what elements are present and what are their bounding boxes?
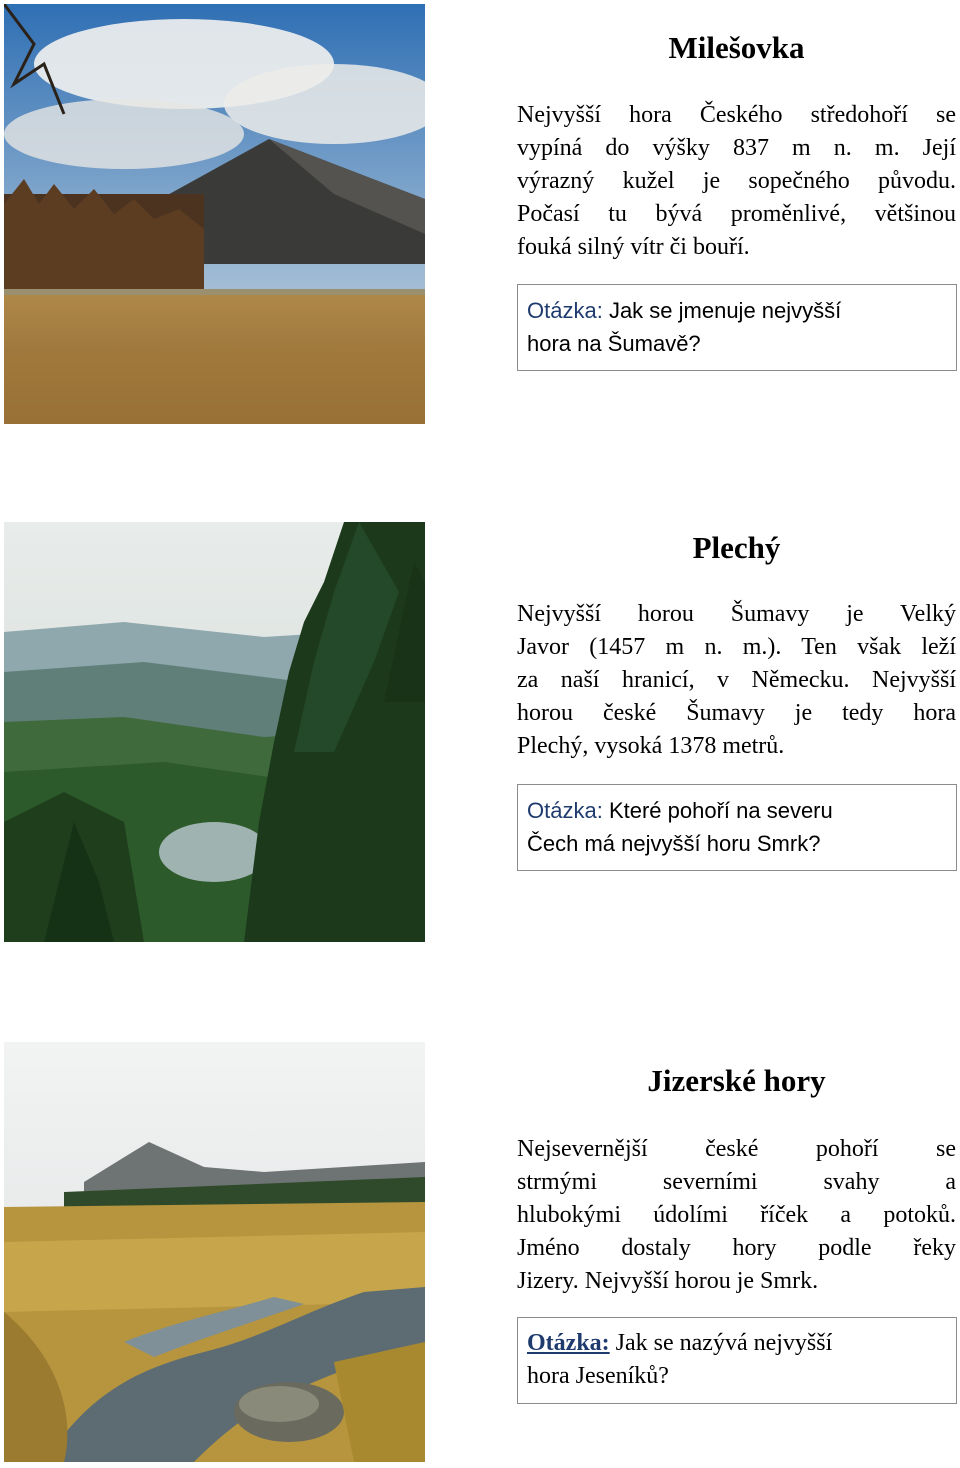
- question-box: [517, 1317, 957, 1404]
- mountain-cone-photo: [4, 4, 425, 424]
- description-line: hlubokými údolími říček a potoků.: [517, 1202, 956, 1228]
- section-title: Milešovka: [668, 30, 805, 65]
- section-title: Jizerské hory: [647, 1063, 826, 1098]
- description-line: Jizery. Nejvyšší horou je Smrk.: [517, 1268, 819, 1294]
- question-text: Jak se jmenuje nejvyšší: [608, 298, 842, 323]
- description-line: horou české Šumavy je tedy hora: [517, 700, 956, 726]
- description-line: výrazný kužel je sopečného původu.: [517, 168, 956, 194]
- description-line: Nejvyšší horou Šumavy je Velký: [517, 601, 956, 627]
- section-title: Plechý: [692, 530, 781, 565]
- question-line: [527, 294, 947, 327]
- forest-lake-icon: [4, 522, 425, 942]
- question-line: [527, 794, 947, 827]
- question-text: hora na Šumavě?: [527, 331, 701, 356]
- section-text-jizerske-hory: [517, 1063, 956, 1298]
- description-line: Javor (1457 m n. m.). Ten však leží: [517, 634, 956, 660]
- question-text: Čech má nejvyšší horu Smrk?: [527, 831, 821, 856]
- description-line: vypíná do výšky 837 m n. m. Její: [517, 135, 956, 161]
- description-line: Plechý, vysoká 1378 metrů.: [517, 733, 785, 759]
- question-line: [527, 1327, 947, 1360]
- description-line: Nejsevernější české pohoří se: [517, 1136, 956, 1162]
- question-text: Které pohoří na severu: [608, 798, 833, 823]
- description-line: za naší hranicí, v Německu. Nejvyšší: [517, 667, 956, 693]
- question-label: Otázka:: [527, 1330, 610, 1356]
- question-text: hora Jeseníků?: [527, 1363, 669, 1389]
- question-label: Otázka:: [527, 798, 603, 823]
- section-text-milesovka: [517, 30, 956, 264]
- moorland-stream-photo: [4, 1042, 425, 1462]
- moorland-stream-icon: [4, 1042, 425, 1462]
- question-box: [517, 784, 957, 871]
- description-line: Počasí tu bývá proměnlivé, většinou: [517, 201, 956, 227]
- description-line: fouká silný vítr či bouří.: [517, 234, 750, 260]
- question-text: Jak se nazývá nejvyšší: [615, 1330, 833, 1356]
- forest-lake-photo: [4, 522, 425, 942]
- section-text-plechy: [517, 530, 956, 763]
- description-line: strmými severními svahy a: [517, 1169, 956, 1195]
- description-line: Nejvyšší hora Českého středohoří se: [517, 102, 956, 128]
- question-label: Otázka:: [527, 298, 603, 323]
- description-line: Jméno dostaly hory podle řeky: [517, 1235, 956, 1261]
- question-box: [517, 284, 957, 371]
- mountain-cone-icon: [4, 4, 425, 424]
